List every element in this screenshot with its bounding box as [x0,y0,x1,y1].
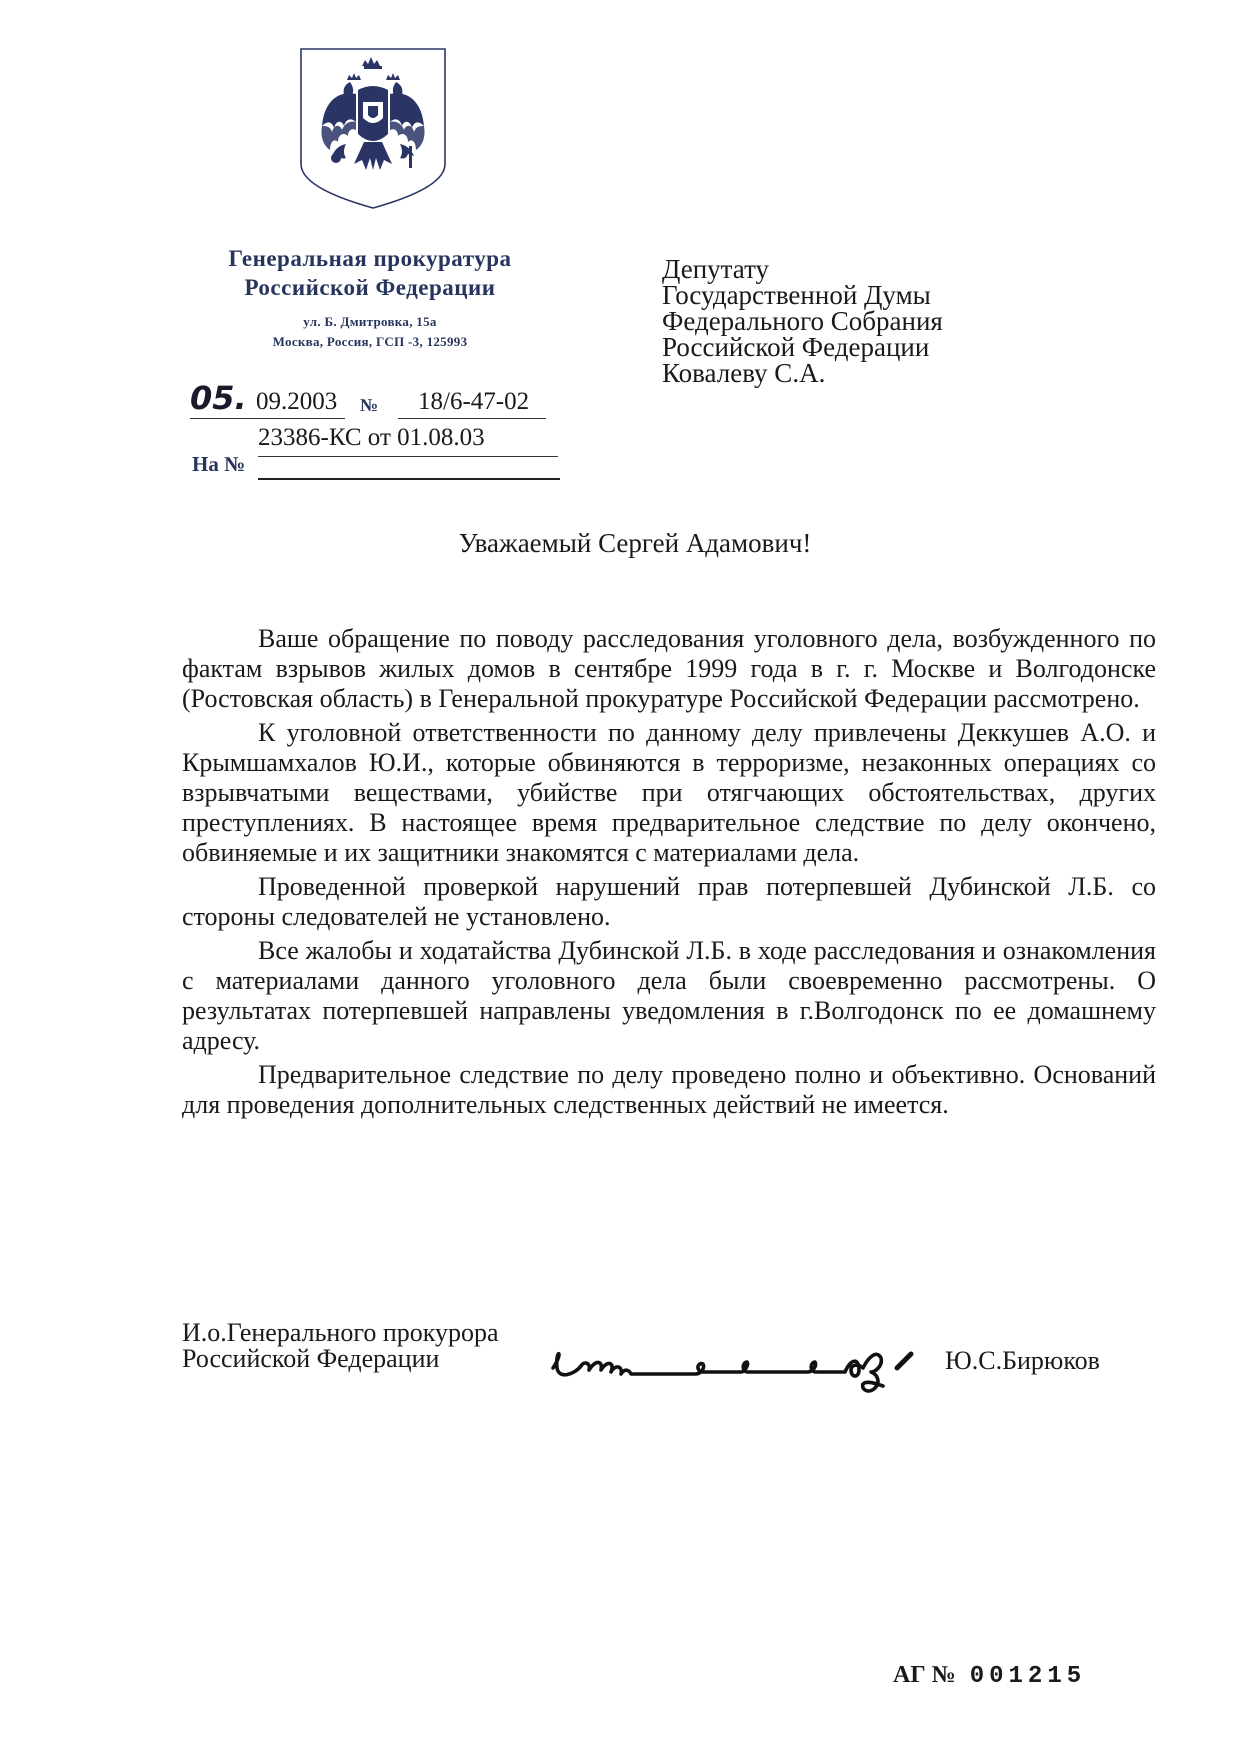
signatory-name: Ю.С.Бирюков [945,1346,1100,1375]
form-serial-label: АГ № [893,1662,956,1688]
body-paragraph: К уголовной ответственности по данному делу привлечены Деккушев А.О. и Крымшамхалов Ю.И., которые обвиняются в терроризме, незаконных операциях со взрывчатыми веществами, убийстве при отягчающих обстоятельствах, других преступлениях. В настоящее время предварительное следствие по делу окончено, обвиняемые и их защитники знакомятся с материалами дела. [182,718,1156,867]
body-paragraph: Ваше обращение по поводу расследования уголовного дела, возбужденного по фактам взрывов жилых домов в сентябре 1999 года в г. г. Москве и Волгодонске (Ростовская область) в Генеральной прокуратуре Российской Федерации рассмотрено. [182,624,1156,713]
body-paragraph: Все жалобы и ходатайства Дубинской Л.Б. в ходе расследования и ознакомления с материалами данного уголовного дела были своевременно рассмотрены. О результатах потерпевшей направлены уведомления в г.Волгодонск по ее домашнему адресу. [182,936,1156,1055]
outgoing-number: 18/6-47-02 [418,388,530,415]
signatory-position [182,1320,499,1372]
number-underline [398,418,546,419]
handwritten-signature [545,1328,975,1400]
position-line-1: И.о.Генерального прокурора [182,1318,499,1347]
addressee-block [662,256,1082,386]
addressee-line: Российской Федерации [662,332,930,362]
addressee-line: Депутату [662,254,770,284]
address-line-2: Москва, Россия, ГСП -3, 125993 [272,334,468,349]
organization-name [180,244,560,302]
date-underline [190,418,345,419]
letter-body [182,624,1156,1124]
body-paragraph: Проведенной проверкой нарушений прав потерпевшей Дубинской Л.Б. со стороны следователей не установлено. [182,872,1156,931]
addressee-line: Государственной Думы [662,280,931,310]
addressee-line: Ковалеву С.А. [662,358,826,388]
org-line-1: Генеральная прокуратура [228,246,512,271]
form-serial-value: 001215 [969,1663,1087,1690]
body-paragraph: Предварительное следствие по делу проведено полно и объективно. Оснований для проведения дополнительных следственных действий не имеется. [182,1060,1156,1119]
organization-address [180,312,560,352]
address-line-1: ул. Б. Дмитровка, 15а [303,314,437,329]
position-line-2: Российской Федерации [182,1344,440,1373]
in-reply-to-line [258,478,560,480]
org-line-2: Российской Федерации [244,275,496,300]
addressee-line: Федерального Собрания [662,306,943,336]
printed-date: 09.2003 [256,388,338,415]
salutation: Уважаемый Сергей Адамович! [458,528,812,558]
incoming-reference: 23386-КС от 01.08.03 [258,424,485,451]
number-label: № [360,395,379,415]
double-headed-eagle-emblem-icon [298,46,448,211]
in-reply-to-label: На № [192,452,246,476]
form-serial-number [893,1662,1086,1690]
handwritten-day: 05. [190,379,247,417]
incoming-underline [258,456,558,457]
